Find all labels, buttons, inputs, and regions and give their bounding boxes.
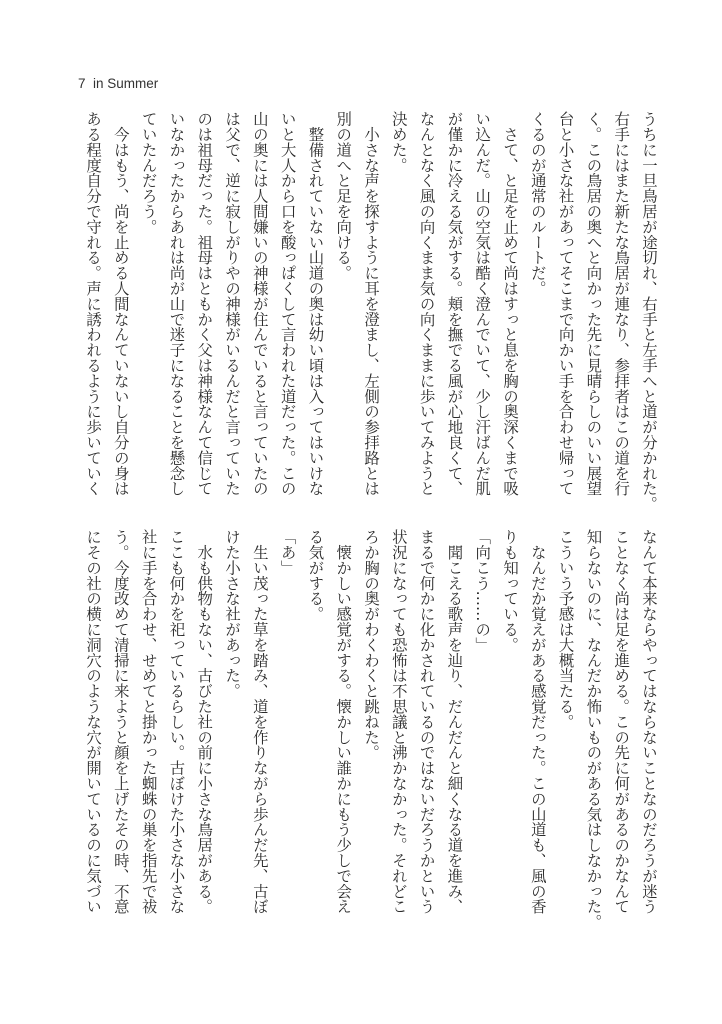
text-column: こういう予感は大概当たる。 [556,529,575,730]
text-column: る気がする。 [306,529,325,622]
text-column: ていたんだろう。 [139,111,158,235]
text-column: 別の道へと足を向ける。 [334,111,353,281]
text-column: なんとなく風の向くまま気の向くままに歩いてみようと [417,111,436,496]
text-column: にその社の横に洞穴のような穴が開いているのに気づい [84,529,103,914]
page-header [78,76,158,91]
text-column: 今はもう、尚を止める人間なんていないし自分の身は [111,111,130,496]
text-column: ある程度自分で守れる。声に誘われるように歩いていく [84,111,103,496]
text-column: いと大人から口を酸っぱくして言われた道だった。この [278,111,297,496]
text-column: 生い茂った草を踏み、道を作りながら歩んだ先、古ぼ [250,529,269,914]
text-column: 整備されていない山道の奥は幼い頃は入ってはいけな [306,111,325,496]
text-column: ここも何かを祀っているらしい。古ぼけた小さな小さな [167,529,186,914]
page-number: 7 [78,76,86,91]
text-column: 「あ」 [278,529,297,576]
text-column: 台と小さな社があってそこまで向かい手を合わせ帰って [556,111,575,496]
text-column: ことなく尚は足を進める。この先に何があるのかなんて [612,529,631,914]
text-column: のは祖母だった。祖母はともかく父は神様なんて信じて [195,111,214,496]
section-title: in Summer [93,76,159,91]
text-column: まるで何かに化かされているのではないだろうかという [417,529,436,914]
text-column: 知らないのに、なんだか怖いものがある気はしなかった。 [584,529,603,930]
text-column: い込んだ。山の空気は酷く澄んでいて、少し汗ばんだ肌 [473,111,492,496]
text-column: く。この鳥居の奥へと向かった先に見晴らしのいい展望 [584,111,603,496]
text-column: さて、と足を止めて尚はすっと息を胸の奥深くまで吸 [501,111,520,496]
text-column: 小さな声を探すように耳を澄まし、左側の参拝路とは [362,111,381,496]
text-column: 山の奥には人間嫌いの神様が住んでいると言っていたの [250,111,269,496]
text-column: けた小さな社があった。 [223,529,242,699]
text-column: ろか胸の奥がわくわくと跳ねた。 [362,529,381,760]
text-column: うちに一旦鳥居が途切れ、右手と左手へと道が分かれた。 [640,111,658,512]
text-column: が僅かに冷える気がする。頬を撫でる風が心地良くて、 [445,111,464,496]
lower-text-block [78,529,662,930]
text-column: 右手にはまた新たな鳥居が連なり、参拝者はこの道を行 [612,111,631,496]
text-column: いなかったからあれは尚が山で迷子になることを懸念し [167,111,186,496]
text-column: なんだか覚えがある感覚だった。この山道も、風の香 [528,529,547,914]
text-column: 社に手を合わせ、せめてと掛かった蜘蛛の巣を指先で祓 [139,529,158,914]
text-column: 状況になっても恐怖は不思議と沸かなかった。それどこ [389,529,408,914]
text-column: なんて本来ならやってはならないことなのだろうが迷う [640,529,658,914]
text-column: う。今度改めて清掃に来ようと顔を上げたその時、不意 [111,529,130,914]
upper-text-block [78,111,662,512]
text-column: 「向こう……の」 [473,529,492,653]
text-column: 水も供物もない、古びた社の前に小さな鳥居がある。 [195,529,214,914]
text-column: りも知っている。 [501,529,520,653]
text-column: は父で、逆に寂しがりやの神様がいるんだと言っていた [223,111,242,496]
text-column: 聞こえる歌声を辿り、だんだんと細くなる道を進み、 [445,529,464,914]
text-column: 決めた。 [389,111,408,173]
text-column: くるのが通常のルートだ。 [528,111,547,296]
text-column: 懐かしい感覚がする。懐かしい誰かにもう少しで会え [334,529,353,914]
